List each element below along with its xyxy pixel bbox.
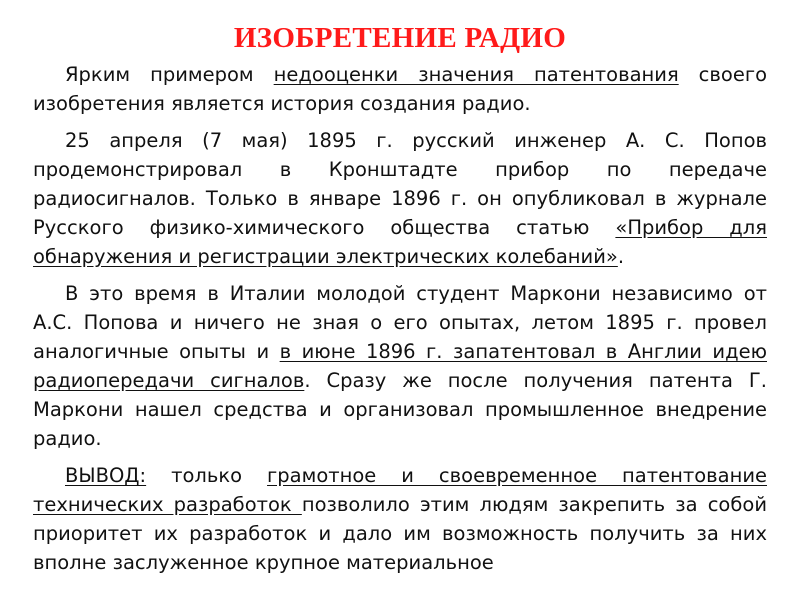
p2-text-start: 25 апреля (7 мая) 1895 г. русский инженер А. С. Попов продемонстрировал в Кронштадте прибор по передаче радиосигналов. Только в январе 1896 г. он опубликовал в журнале Русского физико-химического общества статью xyxy=(33,129,767,239)
p1-text-end: своего изобретения является история создания радио. xyxy=(33,63,768,115)
p1-underlined-phrase: недооценки значения патентования xyxy=(273,63,679,86)
p4-conclusion-label: ВЫВОД: xyxy=(65,464,147,487)
paragraph-2 xyxy=(33,126,767,271)
p3-text-end: . Сразу же после получения патента Г. Маркони нашел средства и организовал промышленное внедрение радио. xyxy=(33,369,767,450)
p3-text-start: В это время в Италии молодой студент Маркони независимо от А.С. Попова и ничего не зная о его опытах, летом 1895 г. провел аналогичные опыты и xyxy=(33,282,767,363)
p2-text-end: . xyxy=(617,245,625,268)
paragraph-4 xyxy=(33,461,767,577)
p3-underlined-phrase: в июне 1896 г. запатентовал в Англии идею радиопередачи сигналов xyxy=(33,340,767,392)
p4-text-start: только xyxy=(146,464,268,487)
p2-article-title: «Прибор для обнаружения и регистрации электрических колебаний» xyxy=(33,216,767,268)
p1-text-start: Ярким примером xyxy=(65,63,274,86)
p4-text-end: позволило этим людям закрепить за собой приоритет их разработок и дало им возможность получить за них вполне заслуженное крупное материальное xyxy=(33,493,767,574)
paragraph-3 xyxy=(33,279,767,453)
slide-title: ИЗОБРЕТЕНИЕ РАДИО xyxy=(233,22,567,54)
paragraph-1 xyxy=(33,60,767,118)
slide-body xyxy=(33,60,767,585)
p4-underlined-phrase: грамотное и своевременное патентование технических разработок xyxy=(33,464,767,516)
